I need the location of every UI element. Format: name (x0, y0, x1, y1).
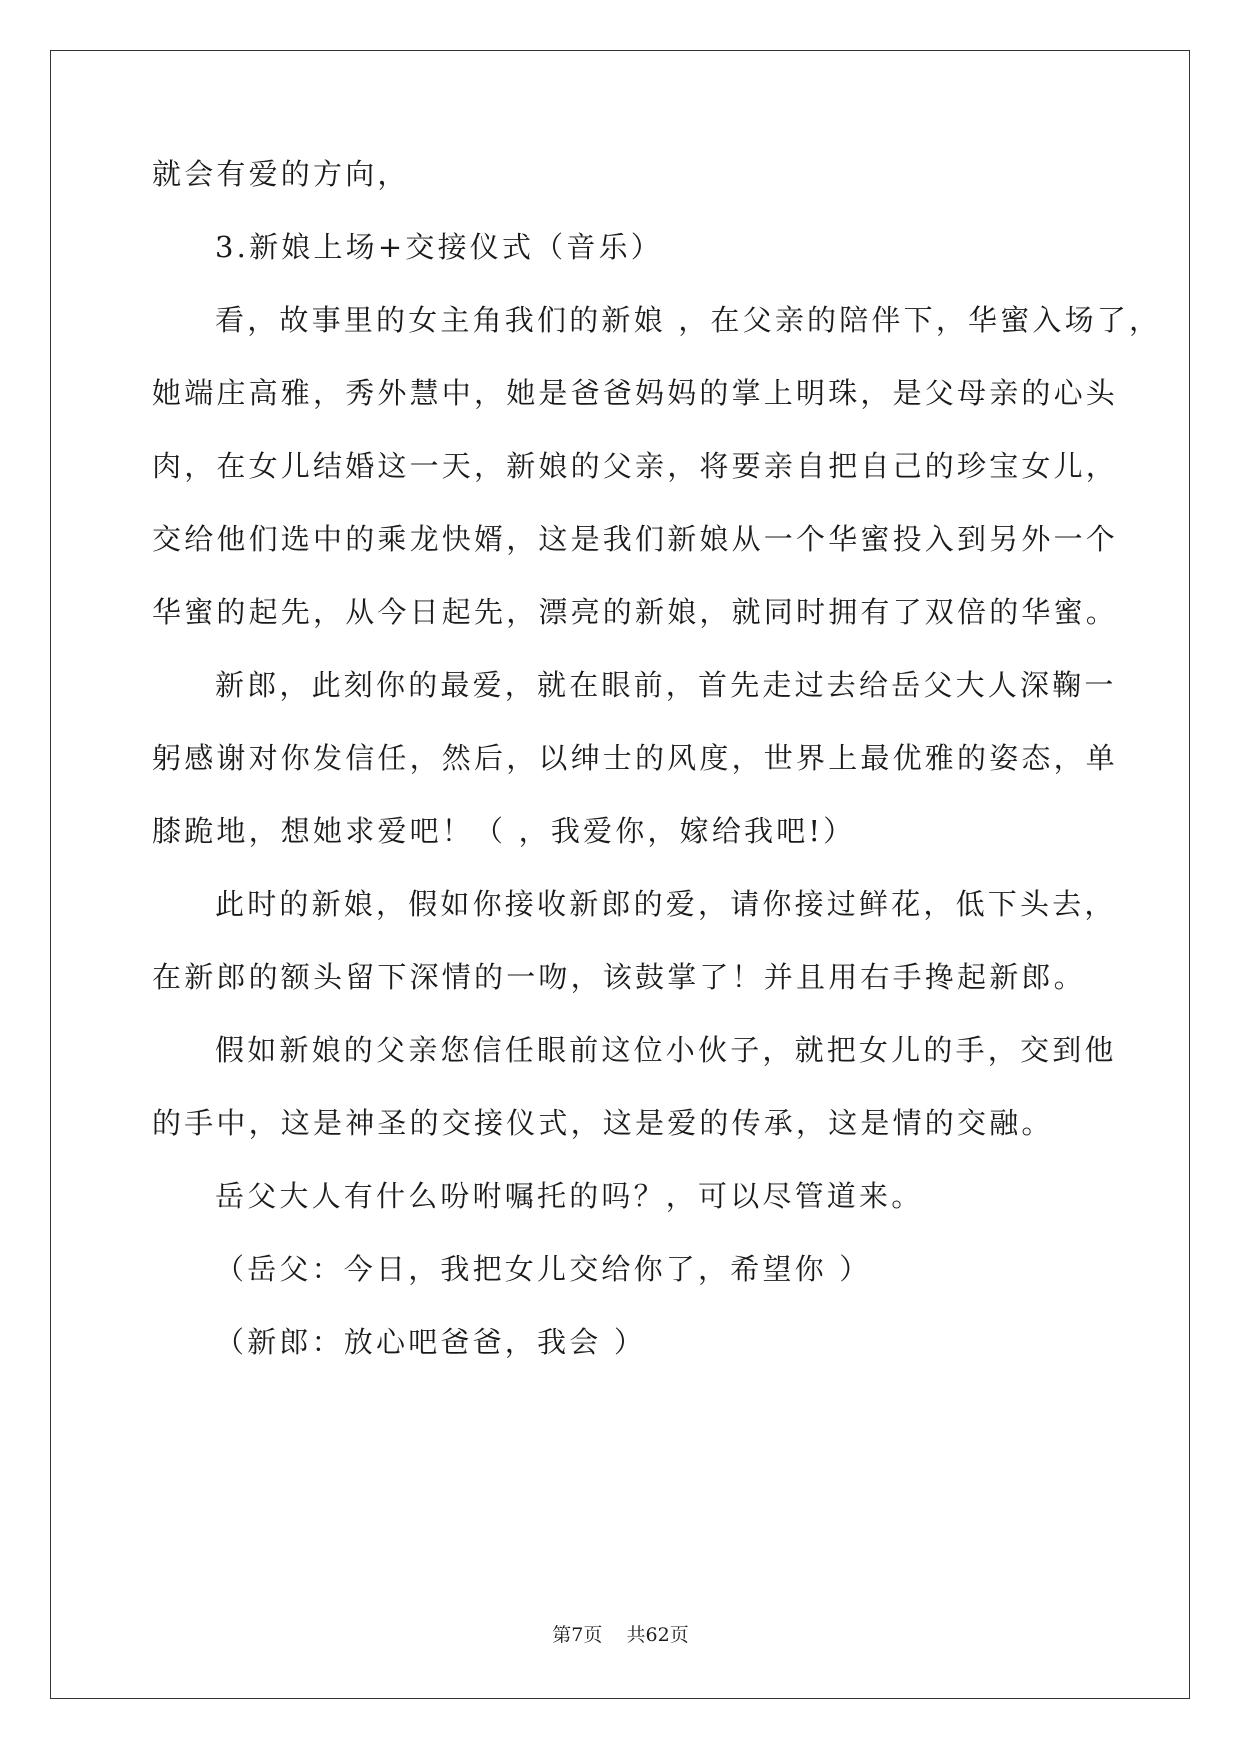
paragraph-line: 躬感谢对你发信任，然后，以绅士的风度，世界上最优雅的姿态，单 (152, 741, 1119, 775)
paragraph-line: 假如新娘的父亲您信任眼前这位小伙子，就把女儿的手，交到他 (215, 1033, 1117, 1067)
page-border (50, 50, 1190, 1699)
paragraph-line: 她端庄高雅，秀外慧中，她是爸爸妈妈的掌上明珠，是父母亲的心头 (152, 376, 1119, 410)
paragraph-line: 交给他们选中的乘龙快婿，这是我们新娘从一个华蜜投入到另外一个 (152, 522, 1119, 556)
paragraph-line: 膝跪地，想她求爱吧！（ ，我爱你，嫁给我吧!） (152, 814, 856, 848)
paragraph-line: 岳父大人有什么吩咐嘱托的吗？，可以尽管道来。 (215, 1179, 924, 1213)
paragraph-line: 的手中，这是神圣的交接仪式，这是爱的传承，这是情的交融。 (152, 1106, 1054, 1140)
paragraph-line: 华蜜的起先，从今日起先，漂亮的新娘，就同时拥有了双倍的华蜜。 (152, 595, 1119, 629)
page-number: 第7页 共62页 (552, 1624, 689, 1646)
paragraph-line: 在新郎的额头留下深情的一吻，该鼓掌了！并且用右手搀起新郎。 (152, 960, 1086, 994)
dialogue-line: （新郎：放心吧爸爸，我会 ） (215, 1325, 647, 1359)
paragraph-line: 肉，在女儿结婚这一天，新娘的父亲，将要亲自把自己的珍宝女儿， (152, 449, 1119, 483)
dialogue-line: （岳父：今日，我把女儿交给你了，希望你 ） (215, 1252, 872, 1286)
paragraph-line: 此时的新娘，假如你接收新郎的爱，请你接过鲜花，低下头去， (215, 887, 1117, 921)
section-heading: 3.新娘上场+交接仪式（音乐） (215, 230, 663, 264)
paragraph-line: 就会有爱的方向， (152, 157, 410, 191)
paragraph-line: 看，故事里的女主角我们的新娘 ，在父亲的陪伴下，华蜜入场了， (215, 303, 1162, 337)
paragraph-line: 新郎，此刻你的最爱，就在眼前，首先走过去给岳父大人深鞠一 (215, 668, 1117, 702)
